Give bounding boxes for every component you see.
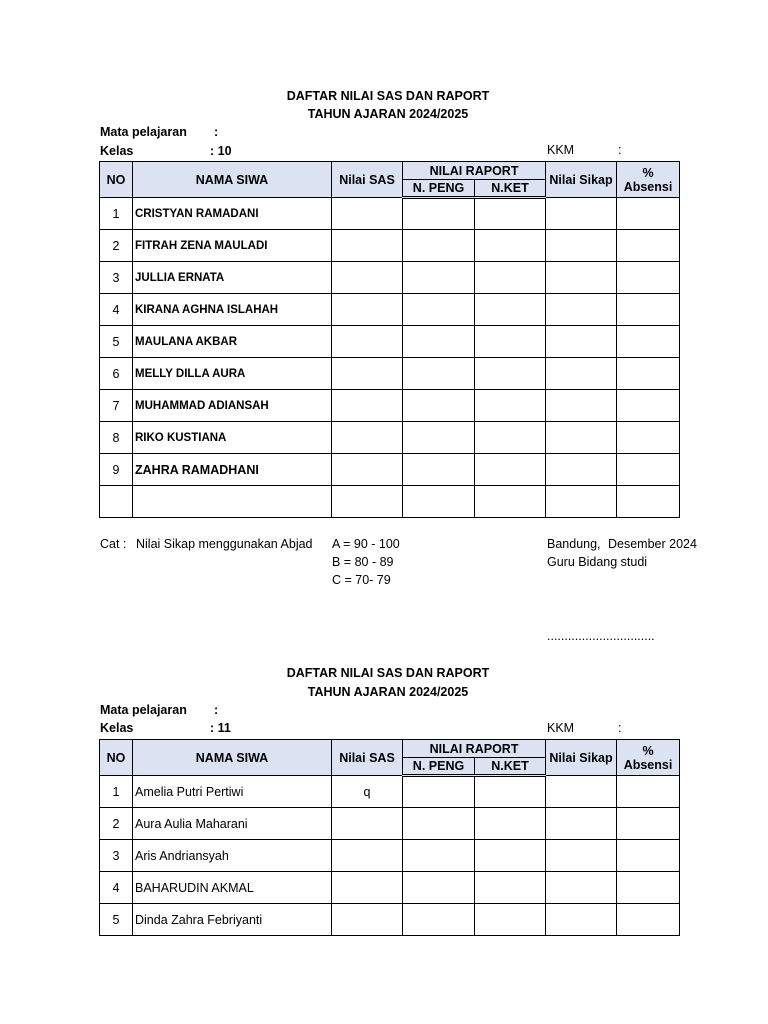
section2-kkm-label: KKM [547,721,575,735]
n-ket-cell [475,294,546,326]
note-place: Bandung, [547,537,601,551]
row-number: 6 [100,358,133,390]
table-row [100,422,680,454]
row-number: 4 [100,294,133,326]
table-row [100,198,680,230]
nilai-sas-cell [332,904,403,936]
header-n-ket: N.KET [475,180,546,198]
nilai-sikap-cell [546,872,617,904]
table-row [100,486,680,518]
row-number: 9 [100,454,133,486]
nilai-sas-cell [332,808,403,840]
absensi-cell [617,454,680,486]
absensi-cell [617,262,680,294]
section1-mapel-label: Mata pelajaran [100,125,187,139]
header-nama-siswa: NAMA SIWA [133,162,332,198]
student-name [133,486,332,518]
student-name: CRISTYAN RAMADANI [133,198,332,230]
n-ket-cell [475,390,546,422]
nilai-sikap-cell [546,486,617,518]
section2-title: DAFTAR NILAI SAS DAN RAPORT [286,666,490,680]
absensi-cell [617,808,680,840]
table-row [100,230,680,262]
absensi-cell [617,840,680,872]
nilai-sikap-cell [546,294,617,326]
absensi-cell [617,198,680,230]
n-ket-cell [475,872,546,904]
section1-kelas-label: Kelas [100,144,134,158]
row-number: 5 [100,326,133,358]
row-number: 3 [100,262,133,294]
row-number: 5 [100,904,133,936]
row-number: 3 [100,840,133,872]
absensi-cell [617,294,680,326]
section1-subtitle: TAHUN AJARAN 2024/2025 [307,107,469,121]
n-ket-cell [475,198,546,230]
nilai-sikap-cell [546,262,617,294]
note-grade-c: C = 70- 79 [332,573,391,587]
note-date: Desember 2024 [608,537,697,551]
n-peng-cell [403,230,475,262]
header-nilai-raport: NILAI RAPORT [403,740,546,758]
table-row [100,904,680,936]
n-peng-cell [403,294,475,326]
student-name: Aris Andriansyah [133,840,332,872]
n-peng-cell [403,872,475,904]
nilai-sas-cell [332,840,403,872]
nilai-sas-cell [332,294,403,326]
n-peng-cell [403,262,475,294]
absensi-cell [617,358,680,390]
section2-kelas-label: Kelas [100,721,134,735]
section2-kelas-value: : 11 [210,721,231,735]
section2-mapel-colon: : [214,703,219,717]
absensi-cell [617,390,680,422]
n-peng-cell [403,904,475,936]
nilai-sas-cell [332,198,403,230]
section1-title: DAFTAR NILAI SAS DAN RAPORT [286,89,490,103]
grade-table-class-10 [99,161,680,518]
nilai-sas-cell [332,326,403,358]
student-name: Amelia Putri Pertiwi [133,776,332,808]
n-peng-cell [403,808,475,840]
nilai-sikap-cell [546,454,617,486]
n-peng-cell [403,422,475,454]
table-row [100,872,680,904]
student-name: Dinda Zahra Febriyanti [133,904,332,936]
n-ket-cell [475,840,546,872]
nilai-sikap-cell [546,198,617,230]
table-row [100,294,680,326]
n-peng-cell [403,840,475,872]
row-number [100,486,133,518]
student-name: BAHARUDIN AKMAL [133,872,332,904]
note-signer: Guru Bidang studi [547,555,648,569]
absensi-cell [617,872,680,904]
n-ket-cell [475,262,546,294]
student-name: RIKO KUSTIANA [133,422,332,454]
nilai-sas-cell [332,358,403,390]
row-number: 2 [100,808,133,840]
student-name: FITRAH ZENA MAULADI [133,230,332,262]
section1-mapel-colon: : [214,125,219,139]
row-number: 1 [100,776,133,808]
section1-kkm-colon: : [618,143,622,157]
header-nilai-sikap: Nilai Sikap [546,162,617,198]
nilai-sas-cell [332,422,403,454]
student-name: ZAHRA RAMADHANI [133,454,332,486]
absensi-cell [617,326,680,358]
n-peng-cell [403,776,475,808]
table-row [100,840,680,872]
n-peng-cell [403,454,475,486]
section1-kelas-value: : 10 [210,144,232,158]
nilai-sikap-cell [546,808,617,840]
nilai-sikap-cell [546,840,617,872]
student-name: JULLIA ERNATA [133,262,332,294]
section2-kkm-colon: : [618,721,622,735]
absensi-cell [617,230,680,262]
n-peng-cell [403,326,475,358]
section2-mapel-label: Mata pelajaran [100,703,187,717]
n-peng-cell [403,486,475,518]
note-grade-b: B = 80 - 89 [332,555,394,569]
nilai-sas-cell [332,230,403,262]
nilai-sas-cell [332,872,403,904]
nilai-sas-cell [332,486,403,518]
row-number: 7 [100,390,133,422]
n-ket-cell [475,904,546,936]
n-ket-cell [475,326,546,358]
header-nama-siswa: NAMA SIWA [133,740,332,776]
note-cat-text: Nilai Sikap menggunakan Abjad [136,537,313,551]
student-name: KIRANA AGHNA ISLAHAH [133,294,332,326]
student-name: MUHAMMAD ADIANSAH [133,390,332,422]
n-ket-cell [475,808,546,840]
table-row [100,390,680,422]
n-ket-cell [475,230,546,262]
header-n-ket: N.KET [475,758,546,776]
header-nilai-raport: NILAI RAPORT [403,162,546,180]
nilai-sikap-cell [546,904,617,936]
n-ket-cell [475,422,546,454]
header-no: NO [100,740,133,776]
table-row [100,262,680,294]
row-number: 2 [100,230,133,262]
note-grade-a: A = 90 - 100 [332,537,400,551]
table-row [100,808,680,840]
header-no: NO [100,162,133,198]
n-ket-cell [475,486,546,518]
nilai-sas-cell [332,262,403,294]
absensi-cell [617,776,680,808]
table-row [100,358,680,390]
student-name: Aura Aulia Maharani [133,808,332,840]
nilai-sikap-cell [546,230,617,262]
absensi-cell [617,486,680,518]
table-row [100,454,680,486]
student-name: MAULANA AKBAR [133,326,332,358]
nilai-sas-cell [332,390,403,422]
header-n-peng: N. PENG [403,758,475,776]
n-ket-cell [475,454,546,486]
table-row [100,326,680,358]
section1-kkm-label: KKM [547,143,575,157]
absensi-cell [617,904,680,936]
student-name: MELLY DILLA AURA [133,358,332,390]
row-number: 8 [100,422,133,454]
row-number: 4 [100,872,133,904]
signature-line: ............................... [547,629,655,643]
nilai-sikap-cell [546,390,617,422]
nilai-sikap-cell [546,776,617,808]
header-absensi: % Absensi [617,162,680,198]
nilai-sas-cell [332,454,403,486]
header-absensi: % Absensi [617,740,680,776]
header-n-peng: N. PENG [403,180,475,198]
nilai-sas-cell: q [332,776,403,808]
n-peng-cell [403,198,475,230]
section2-subtitle: TAHUN AJARAN 2024/2025 [307,685,469,699]
n-ket-cell [475,358,546,390]
n-peng-cell [403,390,475,422]
n-peng-cell [403,358,475,390]
nilai-sikap-cell [546,326,617,358]
note-cat-label: Cat : [100,537,127,551]
table-row [100,776,680,808]
n-ket-cell [475,776,546,808]
header-nilai-sas: Nilai SAS [332,740,403,776]
row-number: 1 [100,198,133,230]
nilai-sikap-cell [546,422,617,454]
nilai-sikap-cell [546,358,617,390]
grade-table-class-11 [99,739,680,936]
header-nilai-sas: Nilai SAS [332,162,403,198]
header-nilai-sikap: Nilai Sikap [546,740,617,776]
absensi-cell [617,422,680,454]
